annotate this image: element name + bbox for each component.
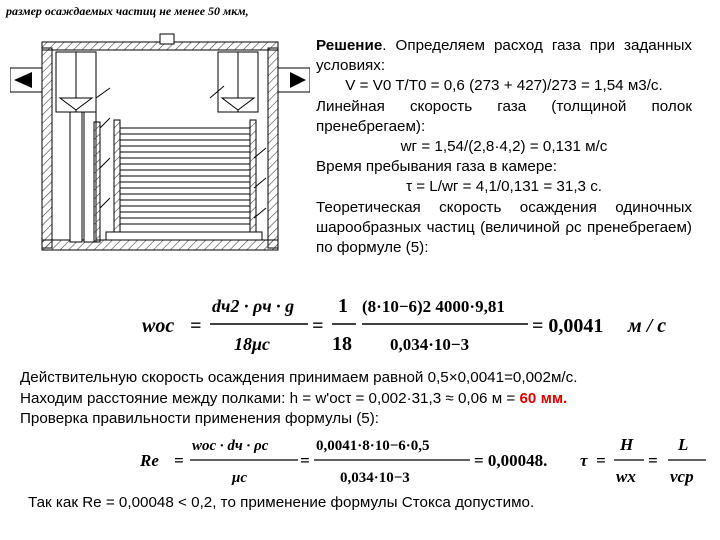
formula-frac1-den: 18μс bbox=[234, 334, 270, 354]
svg-text:=: = bbox=[300, 451, 310, 470]
solution-heading: Решение bbox=[316, 37, 383, 54]
flow-formula: V = V0 T/T0 = 0,6 (273 + 427)/273 = 1,54 м3/с. bbox=[345, 77, 663, 95]
top-caption: размер осаждаемых частиц не менее 50 мкм, bbox=[6, 4, 249, 18]
tau-frac1-den: wх bbox=[616, 467, 636, 486]
tau-frac2-num: L bbox=[678, 435, 689, 454]
bottom-block bbox=[20, 368, 720, 430]
residence-text: Время пребывания газа в камере: bbox=[316, 158, 557, 176]
linear-speed-formula: wг = 1,54/(2,8·4,2) = 0,131 м/с bbox=[400, 138, 608, 156]
reynolds-formula bbox=[140, 430, 720, 492]
residence-formula: τ = L/wг = 4,1/0,131 = 31,3 с. bbox=[405, 178, 603, 196]
formula-unit: м / с bbox=[628, 315, 667, 337]
re-lhs: Re bbox=[140, 451, 159, 470]
actual-speed-line: Действительную скорость осаждения принимаем равной 0,5×0,0041=0,002м/с. bbox=[20, 369, 578, 386]
svg-text:=: = bbox=[174, 451, 184, 470]
svg-text:=: = bbox=[648, 451, 658, 470]
re-frac2-den: 0,034·10−3 bbox=[340, 470, 410, 486]
tau-lhs: τ bbox=[580, 451, 588, 470]
svg-text:=: = bbox=[596, 451, 606, 470]
shelf-distance-line bbox=[20, 389, 720, 410]
linear-speed-text: Линейная скорость газа (толщиной полок пренебрегаем): bbox=[316, 97, 692, 135]
re-frac1-num: wос · dч · ρс bbox=[192, 438, 269, 454]
formula-check-line: Проверка правильности применения формулы (5): bbox=[20, 410, 380, 427]
conclusion-line: Так как Re = 0,00048 < 0,2, то применение формулы Стокса допустимо. bbox=[28, 494, 535, 511]
formula-frac3-den: 0,034·10−3 bbox=[390, 335, 470, 354]
theory-text: Теоретическая скорость осаждения одиночных шарообразных частиц (величиной ρс пренебрегаем) по формуле (5): bbox=[316, 198, 692, 257]
solution-intro: . Определяем расход газа при заданных условиях: bbox=[316, 37, 692, 75]
tau-frac1-num: H bbox=[620, 435, 634, 454]
settling-velocity-formula-graphic bbox=[140, 290, 700, 360]
formula-lhs: wос bbox=[142, 315, 175, 337]
shelf-distance-text: Находим расстояние между полками: h = w'осτ = 0,002·31,3 ≈ 0,06 м = bbox=[20, 389, 520, 407]
tau-frac2-den: vср bbox=[670, 467, 694, 486]
solution-block bbox=[316, 36, 692, 258]
formula-frac2-num: 1 bbox=[338, 295, 348, 317]
formula-frac1-num: dч2 · ρч · g bbox=[212, 296, 295, 316]
re-frac2-num: 0,0041·8·10−6·0,5 bbox=[316, 438, 430, 454]
formula-result: = 0,0041 bbox=[532, 315, 604, 337]
shelf-distance-highlight: 60 мм. bbox=[519, 389, 568, 407]
settling-velocity-formula bbox=[140, 290, 700, 365]
formula-frac3-num: (8·10−6)2 4000·9,81 bbox=[362, 297, 505, 316]
svg-text:=: = bbox=[190, 315, 202, 337]
svg-text:=: = bbox=[312, 315, 324, 337]
formula-frac2-den: 18 bbox=[332, 333, 352, 355]
settling-chamber-diagram bbox=[10, 28, 310, 276]
re-result: = 0,00048. bbox=[474, 451, 548, 470]
re-frac1-den: μс bbox=[232, 470, 247, 486]
